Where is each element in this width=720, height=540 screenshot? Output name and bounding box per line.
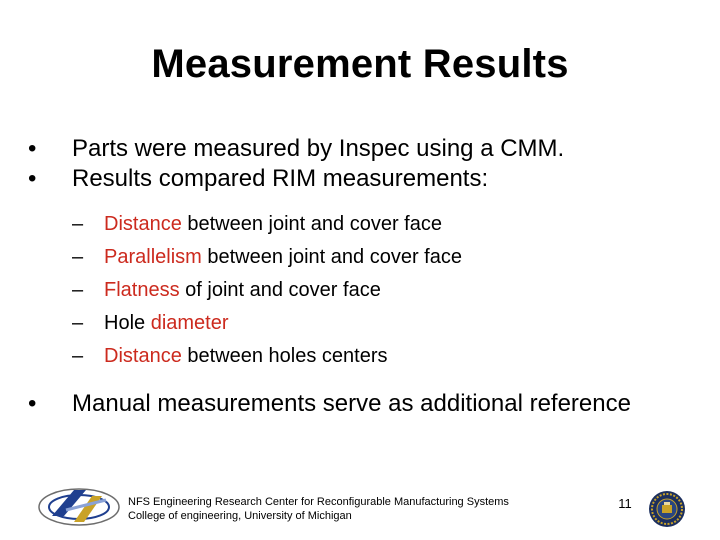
sub-item-hole-diameter bbox=[72, 307, 698, 340]
erc-rms-logo-icon bbox=[34, 482, 124, 532]
dash-marker: – bbox=[72, 345, 84, 367]
highlight-term: diameter bbox=[150, 312, 229, 334]
sub-item-text: between joint and cover face bbox=[201, 246, 462, 268]
dash-marker: – bbox=[72, 213, 84, 235]
bullet-dot: • bbox=[28, 135, 37, 162]
dash-marker: – bbox=[72, 246, 84, 268]
page-number: 11 bbox=[618, 496, 632, 511]
sub-item-flatness bbox=[72, 274, 698, 307]
bullet-text: Results compared RIM measurements: bbox=[72, 165, 489, 192]
footer-line-2: College of engineering, University of Michigan bbox=[128, 510, 352, 522]
sub-item-distance-holes bbox=[72, 340, 698, 373]
bullet-list bbox=[28, 134, 698, 421]
footer-line-1: NFS Engineering Research Center for Reconfigurable Manufacturing Systems bbox=[128, 496, 509, 508]
bullet-item bbox=[28, 387, 698, 421]
dash-marker: – bbox=[72, 279, 84, 301]
sub-item-text: between holes centers bbox=[181, 345, 388, 367]
sub-item-distance-joint bbox=[72, 208, 698, 241]
highlight-term: Distance bbox=[104, 213, 182, 235]
bullet-text: Manual measurements serve as additional reference bbox=[72, 390, 631, 417]
highlight-term: Flatness bbox=[104, 279, 180, 301]
university-seal-icon bbox=[648, 490, 686, 528]
dash-marker: – bbox=[72, 312, 84, 334]
sub-bullet-list bbox=[72, 208, 698, 373]
sub-item-text: Hole bbox=[104, 312, 151, 334]
slide-title: Measurement Results bbox=[151, 42, 569, 86]
highlight-term: Distance bbox=[104, 345, 182, 367]
footer-credit bbox=[128, 495, 588, 523]
bullet-item bbox=[28, 134, 698, 164]
sub-item-text: of joint and cover face bbox=[179, 279, 381, 301]
highlight-term: Parallelism bbox=[104, 246, 202, 268]
bullet-dot: • bbox=[28, 390, 37, 417]
bullet-text: Parts were measured by Inspec using a CMM. bbox=[72, 135, 565, 162]
sub-item-text: between joint and cover face bbox=[181, 213, 442, 235]
bullet-dot: • bbox=[28, 165, 37, 192]
sub-item-parallelism bbox=[72, 241, 698, 274]
bullet-item bbox=[28, 164, 698, 194]
